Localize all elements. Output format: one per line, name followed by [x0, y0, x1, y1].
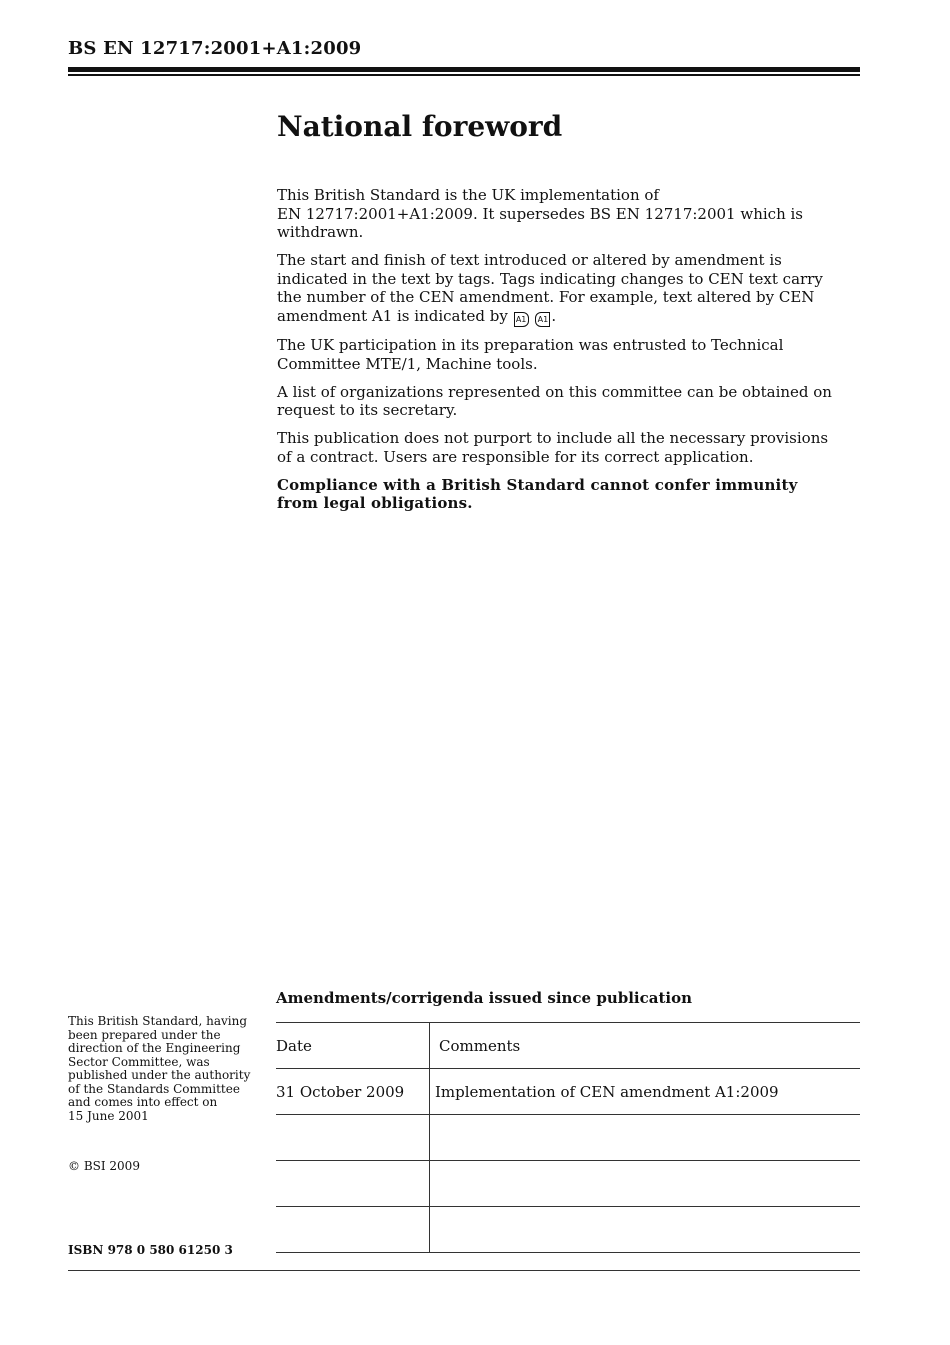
table-row — [276, 1069, 860, 1115]
paragraph-compliance: Compliance with a British Standard cannot confer immunity from legal obligations. — [277, 475, 798, 512]
table-row — [276, 1115, 860, 1161]
cell-comments — [430, 1161, 861, 1207]
paragraph-provisions: This publication does not purport to include all the necessary provisions of a contract. Users are responsible for its correct application. — [277, 429, 829, 466]
header-rule-thin — [68, 74, 860, 76]
column-header-date: Date — [276, 1023, 430, 1069]
paragraph-committee: The UK participation in its preparation was entrusted to Technical Committee MTE/1, Machine tools. — [277, 336, 784, 373]
document-id: BS EN 12717:2001+A1:2009 — [68, 38, 362, 59]
copyright: © BSI 2009 — [68, 1159, 140, 1173]
cell-date — [276, 1207, 430, 1253]
amendments-table — [276, 1022, 860, 1253]
amendments-heading: Amendments/corrigenda issued since publication — [276, 989, 692, 1007]
paragraph-amendment-tags — [277, 251, 837, 327]
cell-date — [276, 1115, 430, 1161]
paragraph-implementation: This British Standard is the UK implementation of EN 12717:2001+A1:2009. It supersedes BS EN 12717:2001 which is withdrawn. — [277, 186, 803, 241]
page-title: National foreword — [277, 110, 563, 143]
paragraph-organizations: A list of organizations represented on this committee can be obtained on request to its secretary. — [277, 382, 832, 419]
footer-rule — [68, 1270, 860, 1271]
header-rule-thick — [68, 67, 860, 72]
foreword-body — [277, 186, 837, 522]
table-row — [276, 1161, 860, 1207]
table-header-row — [276, 1023, 860, 1069]
cell-date — [276, 1161, 430, 1207]
paragraph-amendment-tags-end: . — [551, 306, 557, 325]
table-row — [276, 1207, 860, 1253]
cell-date: 31 October 2009 — [276, 1069, 430, 1115]
amendment-close-tag-icon: A1 — [535, 312, 550, 327]
cell-comments — [430, 1115, 861, 1161]
paragraph-amendment-tags-text: The start and finish of text introduced or altered by amendment is indicated in the text by tags. Tags indicating changes to CEN text carry the number of the CEN amendment. For example, text altered by CEN amendment A1 is indicated by — [277, 251, 823, 325]
publication-note: This British Standard, having been prepared under the direction of the Engineering Sector Committee, was published under the authority of the Standards Committee and comes into effect on 15 June 2001 — [68, 1014, 251, 1123]
column-header-comments: Comments — [430, 1023, 861, 1069]
amendment-open-tag-icon: A1 — [514, 312, 529, 327]
cell-comments: Implementation of CEN amendment A1:2009 — [430, 1069, 861, 1115]
cell-comments — [430, 1207, 861, 1253]
isbn: ISBN 978 0 580 61250 3 — [68, 1243, 233, 1257]
